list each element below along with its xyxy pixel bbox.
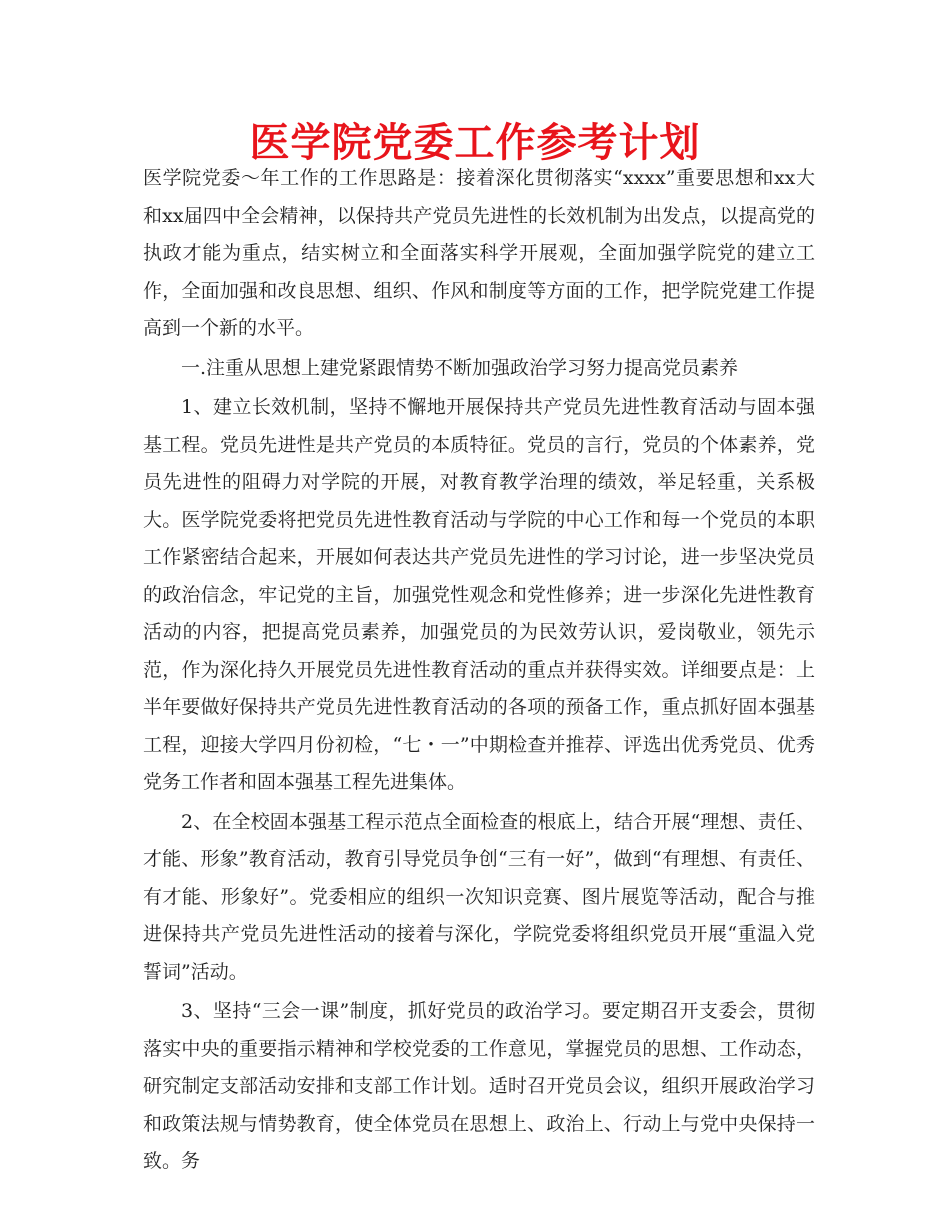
- section-heading: 一.注重从思想上建党紧跟情势不断加强政治学习努力提高党员素养: [181, 356, 739, 379]
- paragraph-item-1: 1、建立长效机制，坚持不懈地开展保持共产党员先进性教育活动与固本强基工程。党员先进性是共产党员的本质特征。党员的言行，党员的个体素养，党员先进性的阻碍力对学院的开展，对教育教学治理的绩效，举足轻重，关系极大。医学院党委将把党员先进性教育活动与学院的中心工作和每一个党员的本职工作紧密结合起来，开展如何表达共产党员先进性的学习讨论，进一步坚决党员的政治信念，牢记党的主旨，加强党性观念和党性修养；进一步深化先进性教育活动的内容，把提高党员素养，加强党员的为民效劳认识，爱岗敬业，领先示范，作为深化持久开展党员先进性教育活动的重点并获得实效。详细要点是：上半年要做好保持共产党员先进性教育活动的各项的预备工作，重点抓好固本强基工程，迎接大学四月份初检，“七・一”中期检查并推荐、评选出优秀党员、优秀党务工作者和固本强基工程先进集体。: [143, 396, 815, 793]
- paragraph-item-3: 3、坚持“三会一课”制度，抓好党员的政治学习。要定期召开支委会，贯彻落实中央的重要指示精神和学校党委的工作意见，掌握党员的思想、工作动态，研究制定支部活动安排和支部工作计划。适时召开党员会议，组织开展政治学习和政策法规与情势教育，使全体党员在思想上、政治上、行动上与党中央保持一致。务: [143, 1000, 815, 1172]
- document-title: 医学院党委工作参考计划: [249, 120, 701, 166]
- intro-paragraph: 医学院党委～年工作的工作思路是：接着深化贯彻落实“xxxx”重要思想和xx大和xx届四中全会精神，以保持共产党员先进性的长效机制为出发点，以提高党的执政才能为重点，结实树立和全面落实科学开展观，全面加强学院党的建立工作，全面加强和改良思想、组织、作风和制度等方面的工作，把学院党建工作提高到一个新的水平。: [143, 167, 815, 339]
- document-body: [143, 160, 815, 1183]
- paragraph-item-2: 2、在全校固本强基工程示范点全面检查的根底上，结合开展“理想、责任、才能、形象”教育活动，教育引导党员争创“三有一好”，做到“有理想、有责任、有才能、形象好”。党委相应的组织一次知识竞赛、图片展览等活动，配合与推进保持共产党员先进性活动的接着与深化，学院党委将组织党员开展“重温入党誓词”活动。: [143, 810, 815, 983]
